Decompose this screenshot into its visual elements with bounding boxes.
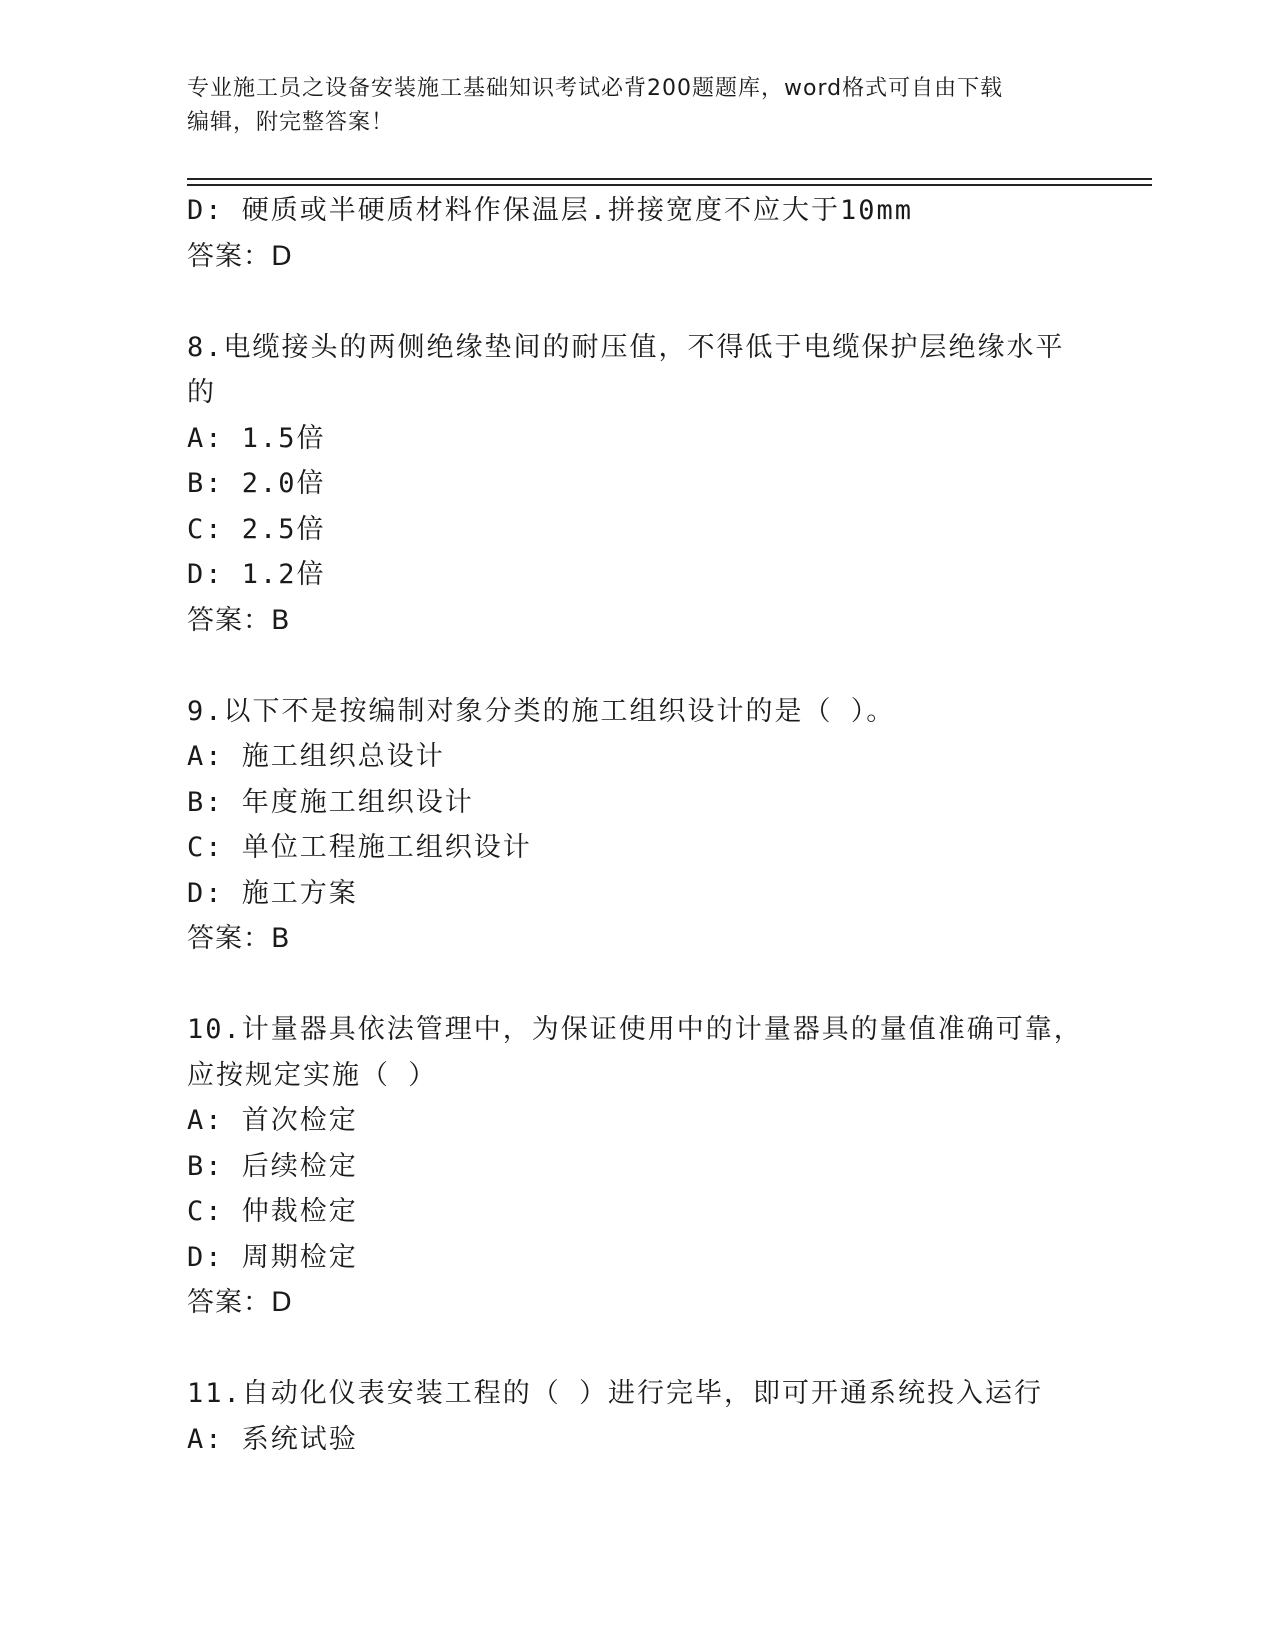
answer-option: C: 单位工程施工组织设计 (187, 832, 532, 863)
question-text: 9.以下不是按编制对象分类的施工组织设计的是（ ）。 (187, 695, 896, 727)
answer-option: B: 2.0倍 (187, 468, 326, 499)
block-gap (187, 279, 1107, 325)
answer-option: C: 仲裁检定 (187, 1196, 358, 1227)
question-text: 的 (187, 377, 216, 408)
answer-option: D: 硬质或半硬质材料作保温层.拼接宽度不应大于10mm (187, 195, 914, 226)
answer-option: A: 首次检定 (187, 1105, 358, 1136)
question-text: 11.自动化仪表安装工程的（ ）进行完毕，即可开通系统投入运行 (187, 1378, 1044, 1409)
answer-key: 答案：B (187, 604, 291, 636)
question-block (187, 1007, 1107, 1326)
answer-key: 答案：D (187, 240, 293, 272)
question-list (187, 188, 1107, 1462)
answer-option: D: 1.2倍 (187, 559, 326, 590)
question-block (187, 689, 1107, 962)
block-gap (187, 962, 1107, 1008)
answer-option: B: 后续检定 (187, 1150, 358, 1182)
answer-option: C: 2.5倍 (187, 513, 326, 545)
header-rule-bottom (187, 184, 1152, 186)
answer-option: B: 年度施工组织设计 (187, 786, 474, 818)
block-gap (187, 1326, 1107, 1372)
answer-option: A: 施工组织总设计 (187, 741, 445, 772)
answer-option: A: 系统试验 (187, 1423, 358, 1455)
answer-key: 答案：D (187, 1287, 293, 1318)
question-text: 8.电缆接头的两侧绝缘垫间的耐压值，不得低于电缆保护层绝缘水平 (187, 331, 1065, 363)
answer-option: D: 周期检定 (187, 1241, 358, 1273)
document-header (187, 72, 1067, 140)
header-line-1: 专业施工员之设备安装施工基础知识考试必背200题题库，word格式可自由下载 (187, 76, 1004, 101)
question-block (187, 325, 1107, 644)
answer-option: D: 施工方案 (187, 877, 358, 909)
question-text: 应按规定实施（ ） (187, 1059, 438, 1091)
header-rule-top (187, 178, 1152, 180)
question-block (187, 188, 1107, 279)
question-block (187, 1371, 1107, 1462)
question-text: 10.计量器具依法管理中，为保证使用中的计量器具的量值准确可靠， (187, 1014, 1083, 1045)
header-line-2: 编辑，附完整答案！ (187, 110, 395, 135)
answer-option: A: 1.5倍 (187, 422, 326, 454)
block-gap (187, 643, 1107, 689)
answer-key: 答案：B (187, 923, 291, 954)
